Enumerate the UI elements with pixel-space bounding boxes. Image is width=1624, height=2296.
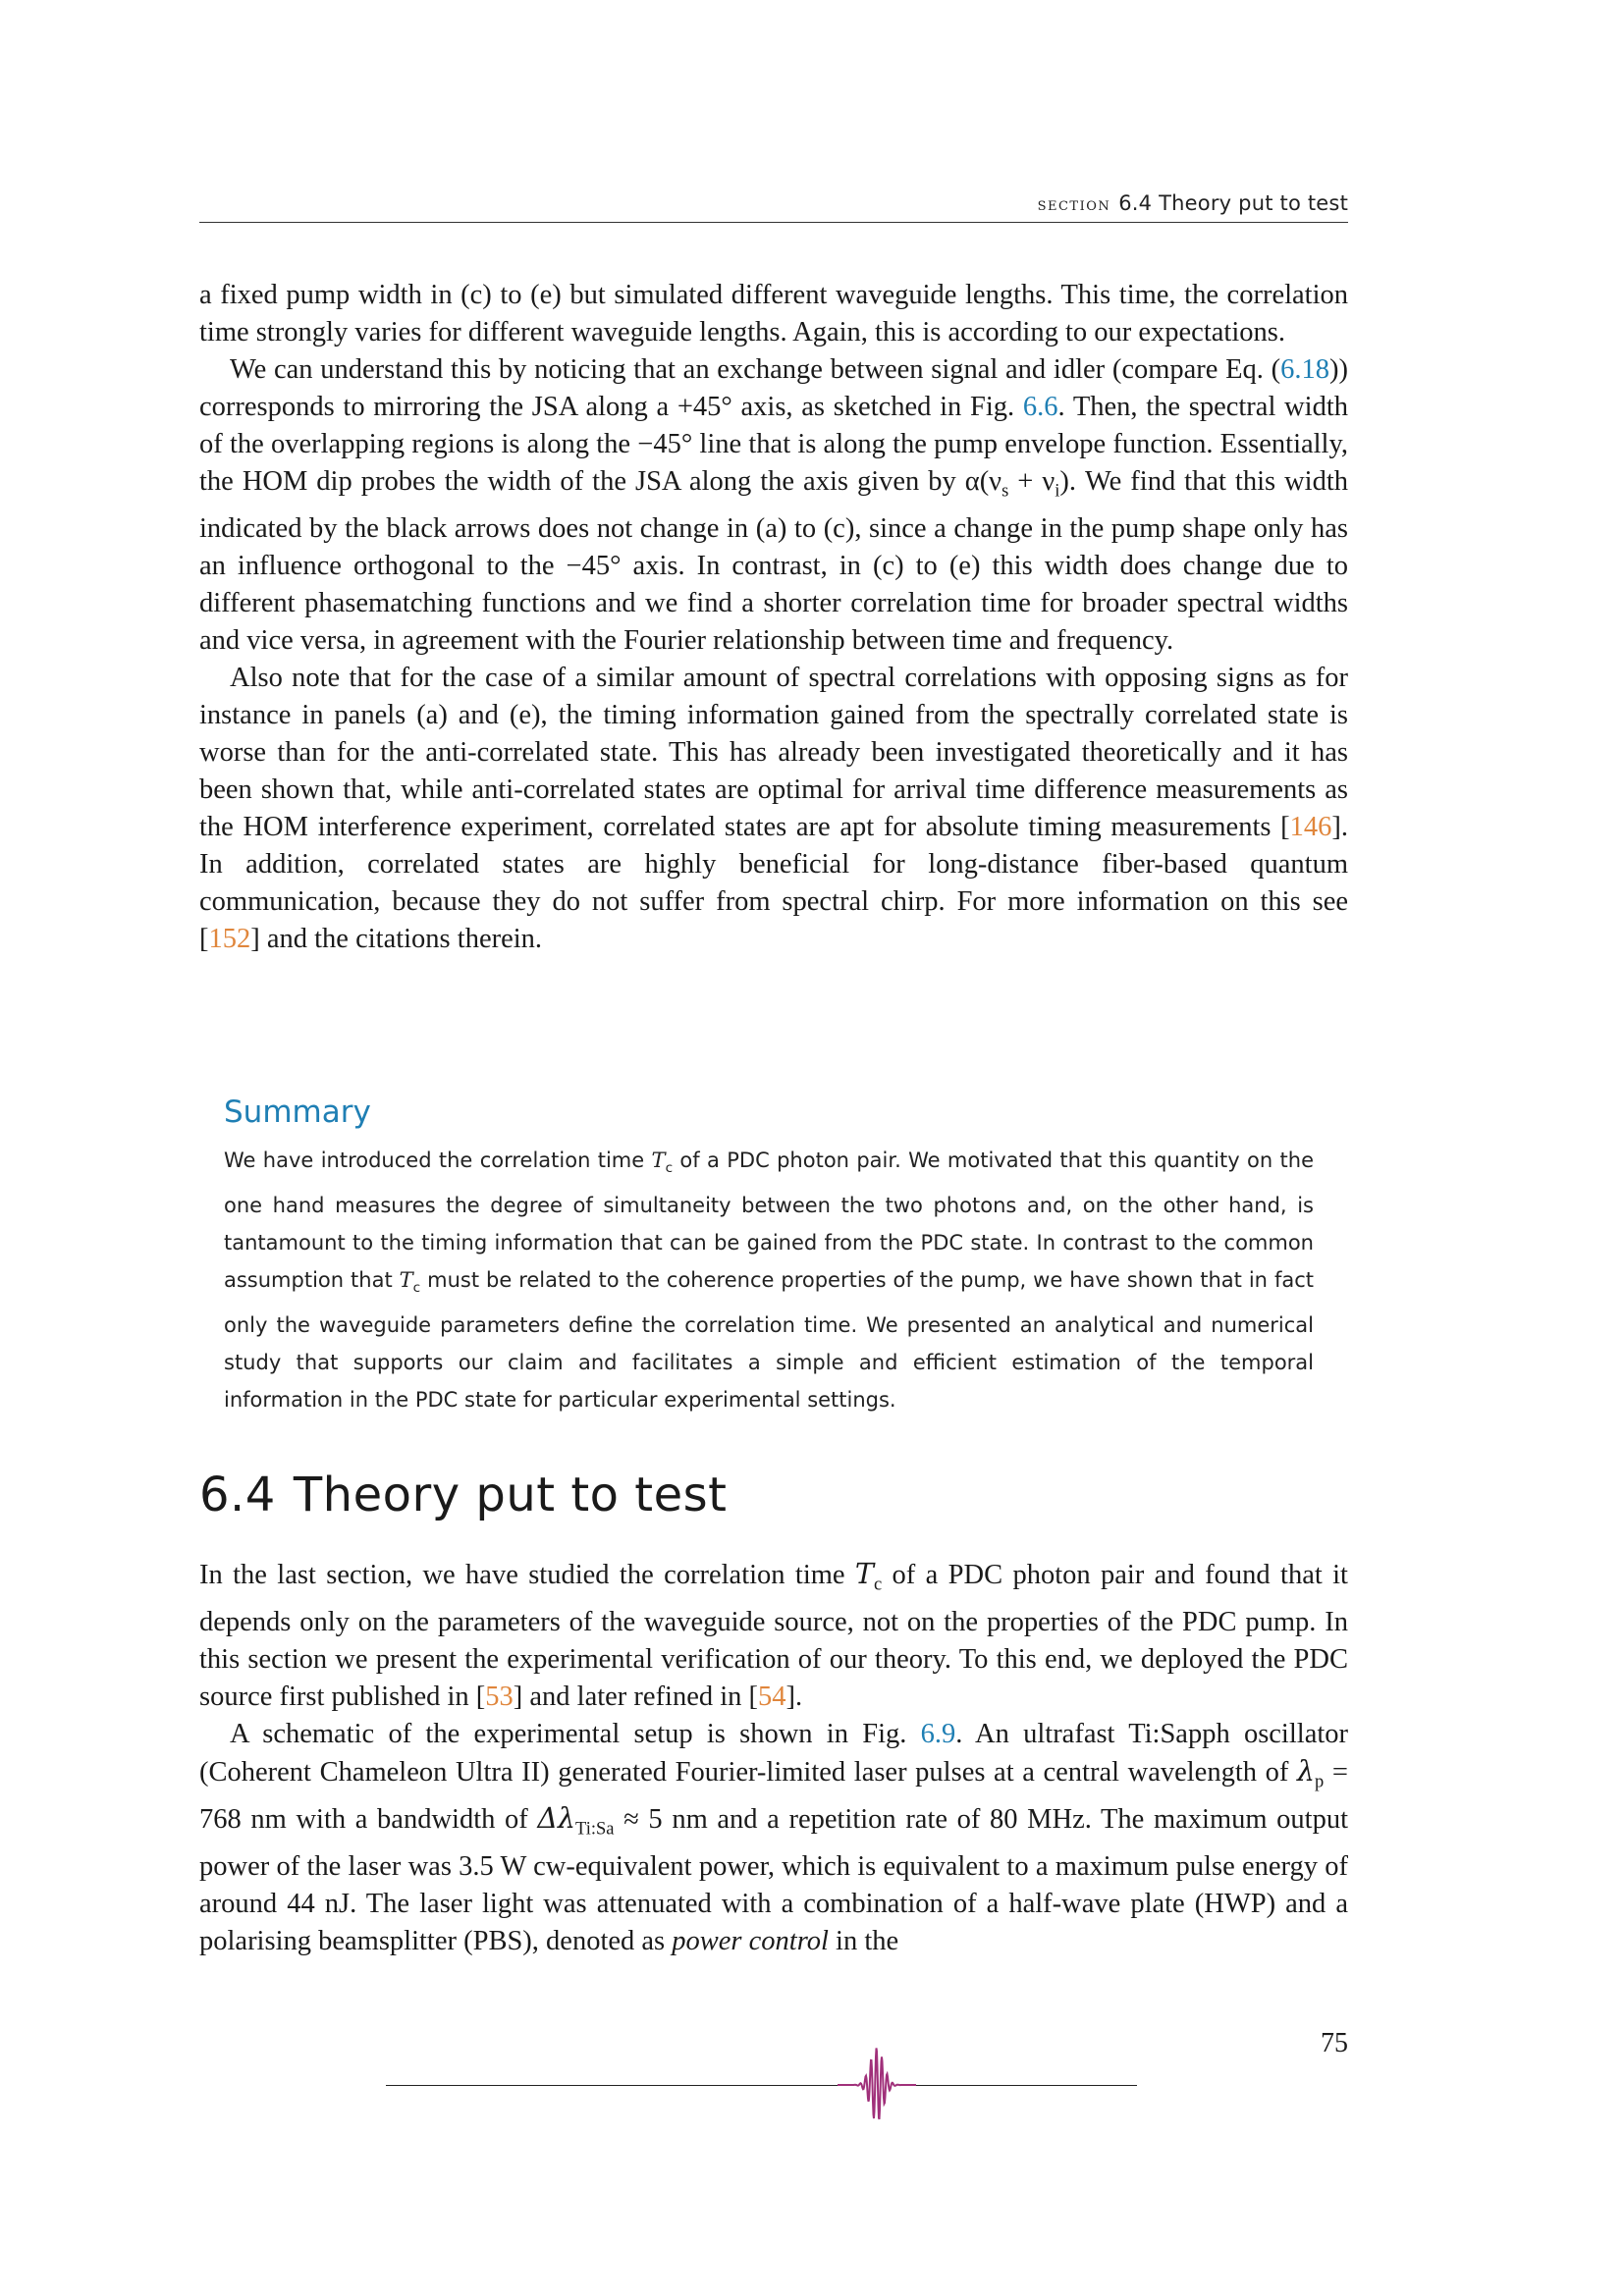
equation-link[interactable]: 6.18 <box>1280 354 1330 385</box>
math-symbol: λ <box>1296 1754 1316 1788</box>
citation-link[interactable]: 54 <box>758 1681 786 1712</box>
text-run: ] and later refined in [ <box>513 1681 759 1712</box>
text-run: ≈ 5 nm and a repetition rate of 80 MHz. The maximum output power of the laser was 3.5 W cw-equivalent power, which is equivalent to a maximum pulse energy of around 44 nJ. The laser light was attenuated with a combination of a half-wave plate (HWP) and a polarising beamsplitter (PBS), denoted as <box>199 1804 1349 1957</box>
subscript: c <box>873 1574 883 1595</box>
section-number: 6.4 <box>199 1468 276 1522</box>
math-symbol: Δλ <box>537 1802 576 1836</box>
math-symbol: T <box>854 1558 874 1590</box>
text-run: ). We find that this width indicated by the black arrows does not change in (a) to (c), since a change in the pump shape only has an influence orthogonal to the −45° axis. In contrast, in (c) to (e) this width does change due to different phasematching functions and we find a shorter correlation time for broader spectral widths and vice versa, in agreement with the Fourier relationship between time and frequency. <box>199 466 1349 656</box>
page-number: 75 <box>1321 2028 1348 2058</box>
citation-link[interactable]: 53 <box>485 1681 514 1712</box>
text-run: = 768 nm with a bandwidth of <box>199 1756 1348 1836</box>
paragraph-1 <box>199 277 1348 351</box>
text-run: ]. <box>785 1681 803 1712</box>
subscript: p <box>1315 1771 1325 1792</box>
text-run: )) corresponds to mirroring the JSA along a +45° axis, as sketched in Fig. <box>199 354 1348 422</box>
paragraph-1-text: a fixed pump width in (c) to (e) but simulated different waveguide lengths. This time, the correlation time strongly varies for different waveguide lengths. Again, this is according to our expectations. <box>199 280 1348 347</box>
paragraph-4 <box>199 1556 1348 1716</box>
subscript: s <box>1001 480 1009 502</box>
text-run: We can understand this by noticing that an exchange between signal and idler (compare Eq. ( <box>230 354 1281 385</box>
text-run: of a PDC photon pair and found that it depends only on the parameters of the waveguide source, not on the properties of the PDC pump. In this section we present the experimental verification of our theory. To this end, we deployed the PDC source first published in [ <box>199 1560 1348 1712</box>
summary-text <box>224 1142 1314 1418</box>
text-run: In the last section, we have studied the correlation time <box>199 1560 855 1590</box>
body-text-top <box>199 277 1348 958</box>
text-run: ] and the citations therein. <box>250 923 543 954</box>
paragraph-2 <box>199 351 1348 660</box>
math-symbol: T <box>399 1268 413 1293</box>
text-run: Also note that for the case of a similar amount of spectral correlations with opposing signs as for instance in panels (a) and (e), the timing information gained from the spectrally correlated state is worse than for the anti-correlated state. This has already been investigated theoretically and it has been shown that, while anti-correlated states are optimal for arrival time difference measurements as the HOM interference experiment, correlated states are apt for absolute timing measurements [ <box>199 662 1348 842</box>
subscript: c <box>412 1280 421 1297</box>
math-symbol: T <box>651 1148 666 1172</box>
subscript: Ti:Sa <box>575 1819 615 1841</box>
running-head <box>199 191 1348 215</box>
text-run: A schematic of the experimental setup is shown in Fig. <box>230 1718 921 1749</box>
section-heading <box>199 1468 727 1522</box>
body-text-bottom <box>199 1556 1348 1960</box>
footer-rule-left <box>386 2085 847 2086</box>
figure-link[interactable]: 6.6 <box>1022 392 1058 422</box>
footer-rule-right <box>913 2085 1137 2086</box>
subscript: c <box>665 1160 674 1177</box>
text-run: . Then, the spectral width of the overlapping regions is along the −45° line that is along the pump envelope function. Essentially, the HOM dip probes the width of the JSA along the axis given by α(ν <box>199 392 1348 497</box>
citation-link[interactable]: 146 <box>1289 811 1332 842</box>
text-run: must be related to the coherence properties of the pump, we have shown that in fact only the waveguide parameters define the correlation time. We presented an analytical and numerical study that supports our claim and facilitates a simple and efficient estimation of the temporal information in the PDC state for particular experimental settings. <box>224 1268 1314 1413</box>
running-head-section-label: section <box>1037 193 1111 215</box>
text-run: in the <box>828 1926 899 1957</box>
header-rule <box>199 222 1348 223</box>
text-run: We have introduced the correlation time <box>224 1148 652 1172</box>
paragraph-3 <box>199 660 1348 958</box>
running-head-title: 6.4 Theory put to test <box>1118 191 1348 215</box>
wave-ornament-icon <box>838 2045 916 2125</box>
citation-link[interactable]: 152 <box>208 923 251 954</box>
section-title: Theory put to test <box>293 1468 728 1522</box>
text-run: + ν <box>1008 466 1056 497</box>
summary-title: Summary <box>224 1095 371 1130</box>
emphasis: power control <box>672 1926 829 1957</box>
subscript: i <box>1055 480 1060 502</box>
text-run: of a PDC photon pair. We motivated that this quantity on the one hand measures the degree of simultaneity between the two photons and, on the other hand, is tantamount to the timing information that can be gained from the PDC state. In contrast to the common assumption that <box>224 1148 1314 1293</box>
paragraph-5 <box>199 1716 1348 1960</box>
summary-box <box>224 1095 1314 1418</box>
text-run: ]. In addition, correlated states are highly beneficial for long-distance fiber-based quantum communication, because they do not suffer from spectral chirp. For more information on this see [ <box>199 811 1348 954</box>
figure-link[interactable]: 6.9 <box>920 1718 956 1749</box>
text-run: . An ultrafast Ti:Sapph oscillator (Coherent Chameleon Ultra II) generated Fourier-limited laser pulses at a central wavelength of <box>199 1718 1348 1788</box>
